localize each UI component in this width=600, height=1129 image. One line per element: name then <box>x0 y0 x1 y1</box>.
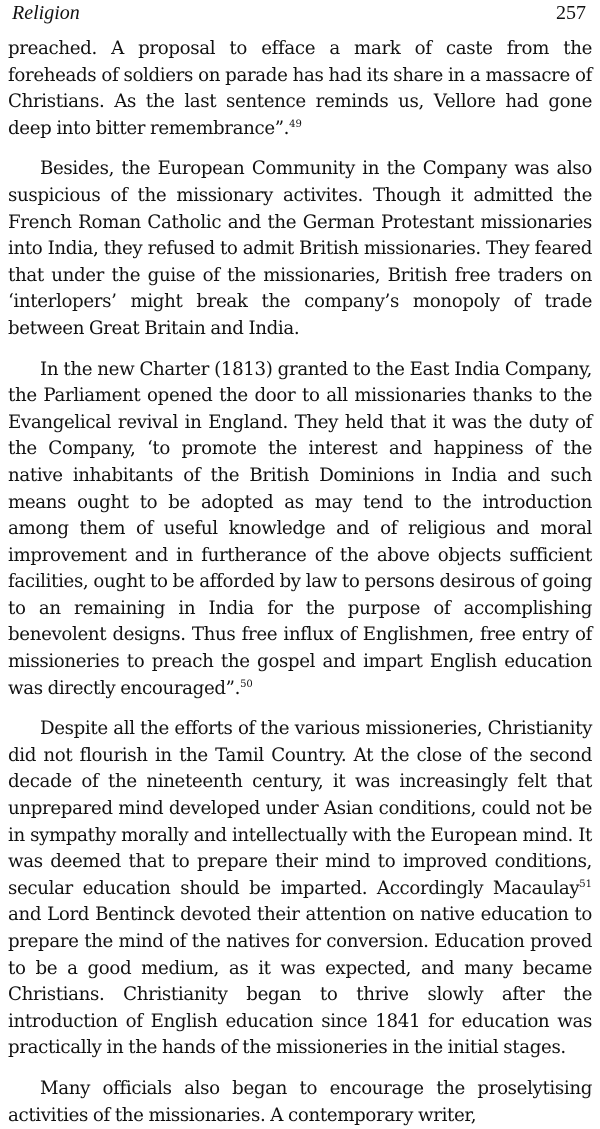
footnote-marker-51: 51 <box>579 878 592 890</box>
paragraph-2 <box>8 156 592 342</box>
paragraph-2-text: Besides, the European Community in the Company was also suspicious of the missionary activites. Though it admitted the French Roman Catholic and the German Protestant missionaries into India, they refused to admit British missionaries. They feared that under the guise of the missionaries, British free traders on ‘interlopers’ might break the company’s monopoly of trade between Great Britain and India. <box>8 158 592 339</box>
paragraph-3-text: In the new Charter (1813) granted to the East India Company, the Parliament opened the door to all missionaries thanks to the Evangelical revival in England. They held that it was the duty of the Company, ‘to promote the interest and happiness of the native inhabitants of the British Dominions in India and such means ought to be adopted as may tend to the introduction among them of useful knowledge and of religious and moral improvement and in furtherance of the above objects sufficient facilities, ought to be afforded by law to persons desirous of going to an remaining in India for the purpose of accomplishing benevolent designs. Thus free influx of Englishmen, free entry of missioneries to preach the gospel and impart English education was directly encouraged”. <box>8 358 592 699</box>
chapter-title: Religion <box>12 2 80 24</box>
paragraph-4-text-before: Despite all the efforts of the various missioneries, Christianity did not flourish in the Tamil Country. At the close of the second decade of the nineteenth century, it was increasingly felt that unprepared mind developed under Asian conditions, could not be in sympathy morally and intellectually with the European mind. It was deemed that to prepare their mind to improved conditions, secular education should be imparted. Accordingly Macaulay <box>8 718 592 899</box>
paragraph-4 <box>8 716 592 1062</box>
paragraph-4-text-after: and Lord Bentinck devoted their attention on native education to prepare the mind of the natives for conversion. Education proved to be a good medium, as it was expected, and many became Christians. Christianity began to thrive slowly after the introduction of English education since 1841 for education was practically in the hands of the missioneries in the initial stages. <box>8 904 592 1059</box>
footnote-marker-49: 49 <box>289 118 302 130</box>
paragraph-1 <box>8 36 592 142</box>
footnote-marker-50: 50 <box>240 678 253 690</box>
running-header <box>8 0 592 36</box>
body-text <box>8 36 592 1129</box>
page-number: 257 <box>556 2 586 24</box>
paragraph-5-text: Many officials also began to encourage the proselytising activities of the missionaries. A contemporary writer, <box>8 1077 592 1126</box>
paragraph-3 <box>8 357 592 703</box>
paragraph-1-text: preached. A proposal to efface a mark of caste from the foreheads of soldiers on parade has had its share in a massacre of Christians. As the last sentence reminds us, Vellore had gone deep into bitter remembrance”. <box>8 38 592 139</box>
paragraph-5 <box>8 1076 592 1129</box>
